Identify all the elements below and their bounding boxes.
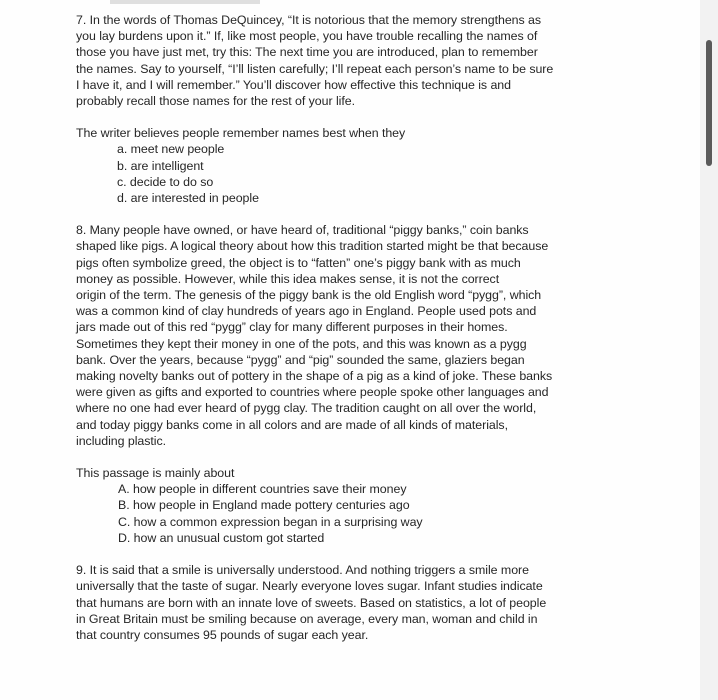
passage-9-line: 9. It is said that a smile is universally understood. And nothing triggers a smile more — [76, 563, 529, 578]
passage-8-line: 8. Many people have owned, or have heard of, traditional “piggy banks,” coin banks — [76, 223, 529, 238]
passage-7-line: those you have just met, try this: The next time you are introduced, plan to remember — [76, 45, 538, 60]
passage-7-line: 7. In the words of Thomas DeQuincey, “It is notorious that the memory strengthens as — [76, 13, 542, 27]
question-7-option-c: c. decide to do so — [117, 174, 214, 189]
question-7-stem: The writer believes people remember names best when they — [76, 126, 406, 141]
passage-8-line: origin of the term. The genesis of the piggy bank is the old English word “pygg”, which — [76, 288, 542, 303]
passage-8 — [76, 222, 636, 449]
passage-9-line: universally that the taste of sugar. Nearly everyone loves sugar. Infant studies indicate — [76, 579, 543, 594]
passage-8-line: where no one had ever heard of pygg clay. The tradition caught on all over the world, — [76, 401, 537, 416]
passage-8-line: money as possible. However, while this idea makes sense, it is not the correct — [76, 271, 500, 286]
question-7-option-d: d. are interested in people — [117, 191, 259, 206]
passage-7-line: probably recall those names for the rest of your life. — [76, 94, 355, 109]
passage-9 — [76, 562, 636, 643]
passage-8-line: pigs often symbolize greed, the object is to “fatten” one’s piggy bank with as much — [76, 255, 521, 270]
question-8-option-d: D. how an unusual custom got started — [118, 530, 325, 545]
passage-7-line: I have it, and I will remember.” You’ll discover how effective this technique is and — [76, 77, 511, 92]
passage-9-line: in Great Britain must be smiling because on average, every man, woman and child in — [76, 611, 538, 626]
question-7-options — [76, 141, 636, 206]
page-top-edge — [110, 0, 260, 4]
passage-8-line: jars made out of this red “pygg” clay for many different purposes in their homes. — [76, 320, 508, 335]
passage-8-line: shaped like pigs. A logical theory about how this tradition started might be that because — [76, 239, 549, 254]
question-8-stem: This passage is mainly about — [76, 466, 235, 481]
passage-8-line: were given as gifts and exported to countries where people spoke other languages and — [76, 385, 549, 400]
passage-8-line: and today piggy banks come in all colors and are made of all kinds of materials, — [76, 417, 508, 432]
question-8-option-a: A. how people in different countries save their money — [118, 482, 407, 497]
passage-8-line: including plastic. — [76, 433, 167, 448]
question-7-option-b: b. are intelligent — [117, 158, 204, 173]
question-7-option-a: a. meet new people — [117, 142, 225, 157]
question-8-options — [76, 481, 636, 546]
passage-8-line: was a common kind of clay hundreds of years ago in England. People used pots and — [76, 304, 537, 319]
vertical-scrollbar[interactable] — [700, 0, 718, 700]
passage-7-line: you lay burdens upon it.” If, like most people, you have trouble recalling the names of — [76, 29, 538, 44]
passage-8-line: Sometimes they kept their money in one of the pots, and this was known as a pygg — [76, 336, 527, 351]
question-8-option-c: C. how a common expression began in a surprising way — [118, 514, 423, 529]
passage-9-line: that humans are born with an innate love of sweets. Based on statistics, a lot of people — [76, 595, 547, 610]
passage-9-line: that country consumes 95 pounds of sugar each year. — [76, 627, 369, 642]
passage-7 — [76, 12, 636, 109]
passage-7-line: the names. Say to yourself, “I’ll listen carefully; I’ll repeat each person’s name to be sure — [76, 61, 554, 76]
document-content — [76, 12, 636, 643]
scrollbar-thumb[interactable] — [706, 40, 712, 166]
question-8-option-b: B. how people in England made pottery centuries ago — [118, 498, 410, 513]
passage-8-line: making novelty banks out of pottery in the shape of a pig as a kind of joke. These banks — [76, 369, 553, 384]
passage-8-line: bank. Over the years, because “pygg” and “pig” sounded the same, glaziers began — [76, 352, 525, 367]
